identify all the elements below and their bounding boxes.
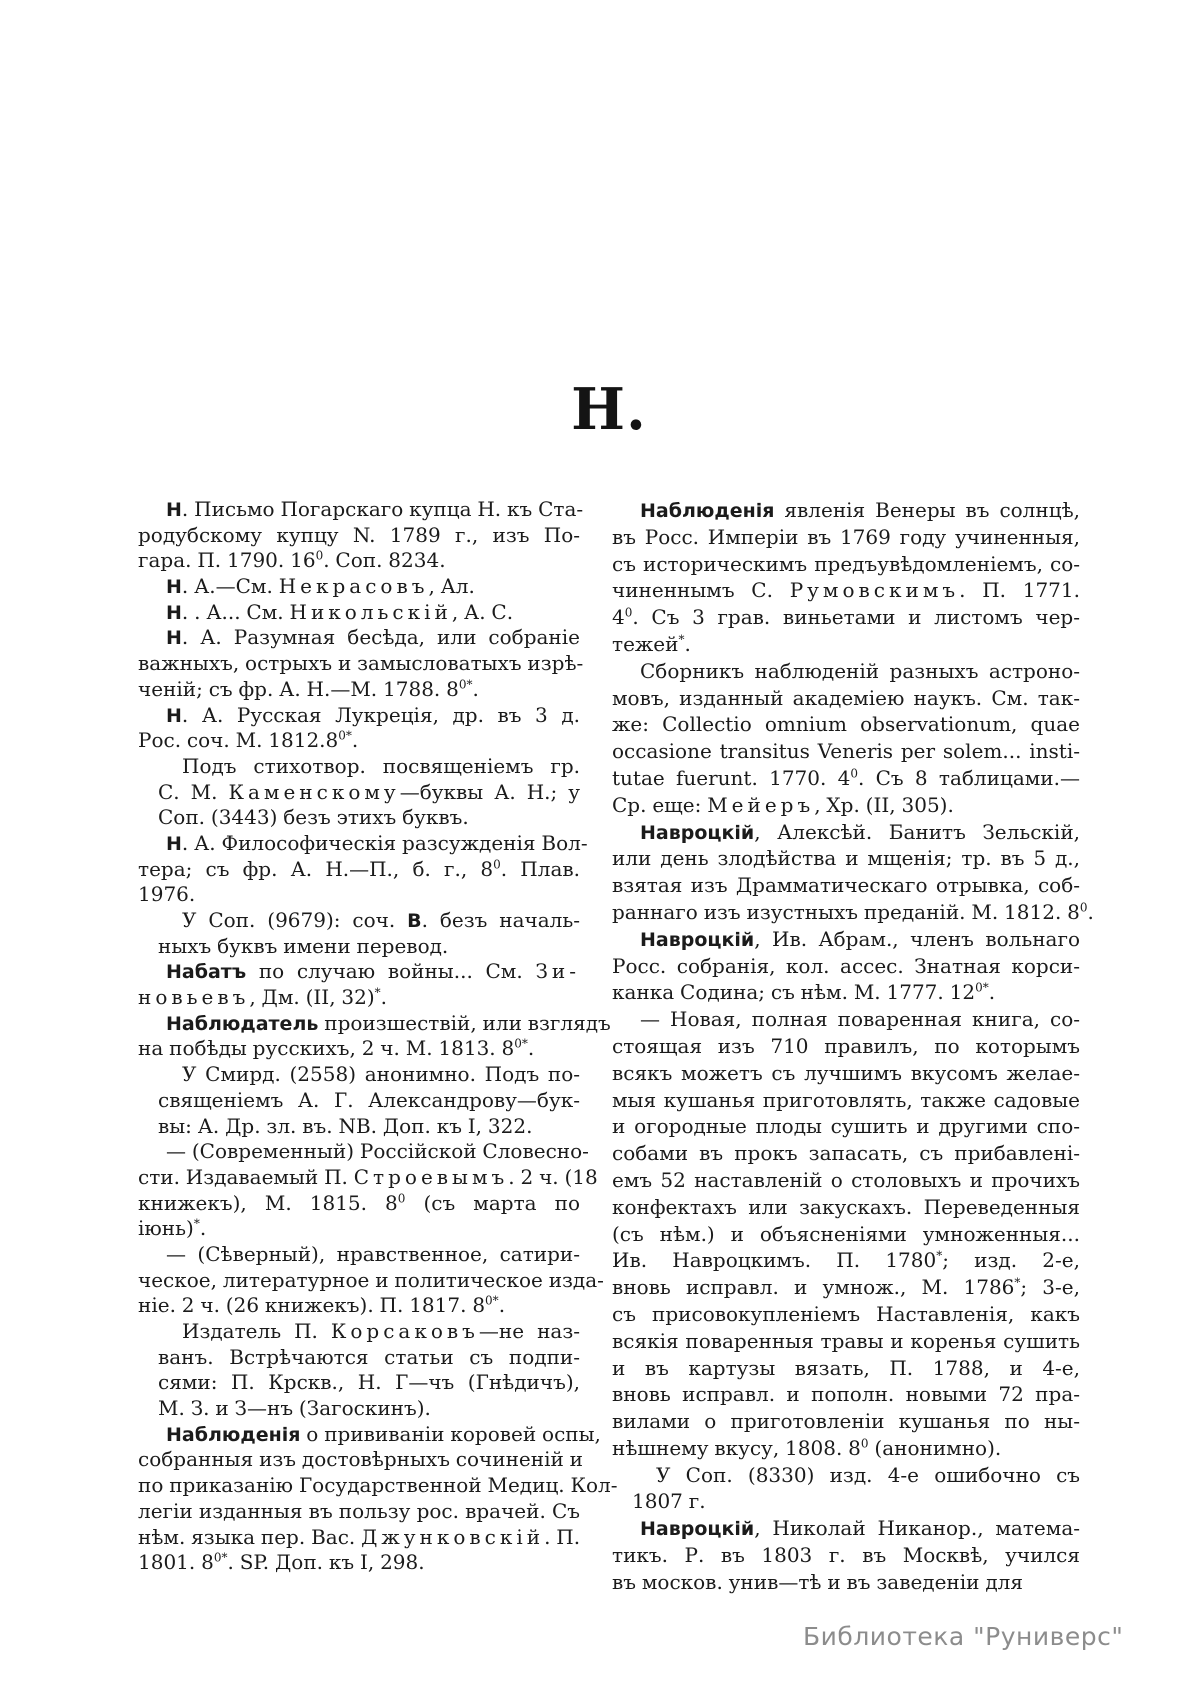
text-line: съ присовокупленіемъ Наставленія, какъ — [612, 1301, 1080, 1326]
text-line: мыя кушанья приготовлять, также садовые — [612, 1087, 1080, 1112]
text-line: собранныя изъ достовѣрныхъ сочиненій и — [138, 1447, 583, 1472]
text-line: Рос. соч. М. $1812.8^{0*}$. — [138, 728, 359, 753]
text-line: Н. А. Разумная бесѣда, или собраніе — [166, 625, 580, 650]
annotation-paragraph — [138, 1319, 580, 1422]
entry-paragraph — [612, 1006, 1080, 1462]
text-line: съ историческимъ предъувѣдомленіемъ, со- — [612, 551, 1080, 576]
annotation-paragraph — [138, 754, 580, 831]
text-line: Н. А.—См. Некрасовъ, Ал. — [166, 574, 475, 599]
text-line: вновь исправл. и умнож., М. 1786*; 3-е, — [612, 1275, 1080, 1300]
entry-paragraph — [138, 574, 580, 600]
text-line: важныхъ, острыхъ и замысловатыхъ изрѣ- — [138, 651, 584, 676]
text-line: раннаго изъ изустныхъ преданій. М. 1812. $8^0$. — [612, 899, 1094, 924]
text-line: (съ нѣм.) и объясненіями умноженныя... — [612, 1221, 1080, 1246]
text-line: М. З. и З—нъ (Загоскинъ). — [158, 1396, 431, 1421]
text-line: 1807 г. — [632, 1489, 706, 1514]
text-line: по приказанію Государственной Медиц. Кол- — [138, 1473, 618, 1498]
text-line: tutae fuerunt. 1770. $4^0$. Съ 8 таблицами.— — [612, 765, 1080, 790]
entry-paragraph — [138, 1010, 611, 1062]
text-line: вновь исправл. и пополн. новыми 72 пра- — [612, 1382, 1080, 1407]
right-column — [612, 497, 1094, 1596]
text-line: С. М. Каменскому—буквы А. Н.; у — [158, 779, 580, 804]
entry-paragraph — [612, 497, 1080, 658]
text-line: 1801. $8^{0*}$. SP. Доп. къ I, 298. — [138, 1550, 425, 1575]
text-line: въ москов. унив—тѣ и въ заведеніи для — [612, 1569, 1023, 1594]
text-line: Наблюдатель произшествій, или взглядъ — [166, 1010, 611, 1035]
text-line: іюнь)*. — [138, 1216, 207, 1241]
entry-paragraph — [138, 497, 584, 574]
entry-paragraph — [612, 926, 1080, 1006]
text-line: ныхъ буквъ имени перевод. — [158, 933, 449, 958]
text-line: Навроцкій, Николай Никанор., матема- — [640, 1516, 1080, 1541]
text-line: Н. А. Философическія разсужденія Вол- — [166, 830, 588, 855]
text-line: Ив. Навроцкимъ. П. 1780*; изд. 2-е, — [612, 1248, 1080, 1273]
text-line: тера; съ фр. А. Н.—П., б. г., $8^0$. Плав. — [138, 856, 580, 881]
text-line: книжекъ), М. 1815. $8^0$ (съ марта по — [138, 1190, 580, 1215]
section-letter-heading: Н. — [571, 376, 647, 443]
text-line: же: Collectio omnium observationum, quae — [612, 712, 1080, 737]
text-line: Навроцкій, Ив. Абрам., членъ вольнаго — [640, 926, 1080, 951]
text-line: 1976. — [138, 882, 196, 907]
text-line: вы: А. Др. зл. въ. NB. Доп. къ I, 322. — [158, 1113, 533, 1138]
text-line: ченій; съ фр. А. Н.—М. 1788. $8^{0*}$. — [138, 676, 479, 701]
text-line: Навроцкій, Алексѣй. Банитъ Зельскій, — [640, 819, 1080, 844]
text-line: емъ 52 наставленій о столовыхъ и прочихъ — [612, 1167, 1080, 1192]
text-line: Набатъ по случаю войны... См. Зи- — [166, 959, 580, 984]
text-line: вилами о приготовленіи кушанья по ны- — [612, 1409, 1080, 1434]
text-line: Соп. (3443) безъ этихъ буквъ. — [158, 805, 469, 830]
text-line: ніе. 2 ч. (26 книжекъ). П. 1817. $8^{0*}$. — [138, 1293, 506, 1318]
text-line: Н. . А... См. Никольскій, А. С. — [166, 599, 514, 624]
annotation-paragraph — [138, 908, 580, 959]
entry-paragraph — [138, 1421, 618, 1576]
text-line: родубскому купцу N. 1789 г., изъ По- — [138, 522, 580, 547]
text-line: $4^0$. Съ 3 грав. виньетами и листомъ чер- — [612, 605, 1080, 630]
text-line: въ Росс. Имперіи въ 1769 году учиненныя, — [612, 524, 1080, 549]
text-line: ческое, литературное и политическое изда- — [138, 1267, 604, 1292]
text-line: и огородные плоды сушить и другими спо- — [612, 1114, 1080, 1139]
annotation-paragraph — [612, 1462, 1080, 1516]
entry-paragraph — [138, 1241, 604, 1319]
text-line: Подъ стихотвор. посвященіемъ гр. — [182, 753, 580, 778]
text-line: конфектахъ или закускахъ. Переведенныя — [612, 1194, 1080, 1219]
text-line: и въ картузы вязать, П. 1788, и 4-е, — [612, 1355, 1080, 1380]
text-line: стоящая изъ 710 правилъ, по которымъ — [612, 1033, 1080, 1058]
text-line: всякія поваренныя травы и коренья сушить — [612, 1328, 1080, 1353]
annotation-paragraph — [138, 1062, 580, 1139]
entry-paragraph — [612, 819, 1094, 926]
text-line: У Смирд. (2558) анонимно. Подъ по- — [182, 1062, 580, 1087]
text-line: Н. А. Русская Лукреція, др. въ 3 д. — [166, 702, 580, 727]
text-line: — (Современный) Россійской Словесно- — [166, 1139, 589, 1164]
text-line: Ср. еще: Мейеръ, Хр. (II, 305). — [612, 792, 954, 817]
text-line: легіи изданныя въ пользу рос. врачей. Съ — [138, 1498, 580, 1523]
text-line: Н. Письмо Погарскаго купца Н. къ Ста- — [166, 497, 584, 521]
left-column — [138, 497, 618, 1576]
entry-paragraph — [138, 625, 584, 702]
text-line: Наблюденія о прививаніи коровей оспы, — [166, 1421, 601, 1446]
text-line: на побѣды русскихъ, 2 ч. М. 1813. $8^{0*}$. — [138, 1036, 535, 1061]
text-line: — (Сѣверный), нравственное, сатири- — [166, 1241, 580, 1266]
text-line: или день злодѣйства и мщенія; тр. въ 5 д., — [612, 846, 1080, 871]
library-watermark: Библиотека "Руниверс" — [803, 1622, 1124, 1651]
text-line: мовъ, изданный академіею наукъ. См. так- — [612, 685, 1080, 710]
text-line: сями: П. Крскв., Н. Г—чъ (Гнѣдичъ), — [158, 1370, 580, 1395]
text-line: тикъ. Р. въ 1803 г. въ Москвѣ, учился — [612, 1543, 1080, 1568]
text-line: Наблюденія явленія Венеры въ солнцѣ, — [640, 498, 1080, 522]
text-line: взятая изъ Драмматическаго отрывка, соб- — [612, 873, 1080, 898]
text-line: сти. Издаваемый П. Строевымъ. 2 ч. (18 — [138, 1164, 598, 1189]
text-line: чиненнымъ С. Румовскимъ. П. 1771. — [612, 578, 1080, 603]
text-line: всякъ можетъ съ лучшимъ вкусомъ желае- — [612, 1060, 1080, 1085]
text-line: occasione transitus Veneris per solem... insti- — [612, 739, 1080, 764]
entry-paragraph — [612, 1515, 1080, 1595]
entry-paragraph — [138, 959, 580, 1010]
text-line: У Соп. (8330) изд. 4-е ошибочно съ — [656, 1462, 1080, 1487]
entry-paragraph — [138, 703, 580, 754]
text-line: священіемъ А. Г. Александрову—бук- — [158, 1087, 580, 1112]
text-line: Росс. собранія, кол. ассес. Знатная корси- — [612, 953, 1080, 978]
text-line: Сборникъ наблюденій разныхъ астроно- — [640, 658, 1080, 683]
entry-paragraph — [612, 658, 1080, 819]
entry-paragraph — [138, 1139, 598, 1242]
text-line: — Новая, полная поваренная книга, со- — [640, 1007, 1080, 1032]
text-line: ванъ. Встрѣчаются статьи съ подпи- — [158, 1344, 580, 1369]
text-line: нѣшнему вкусу, 1808. $8^0$ (анонимно). — [612, 1435, 1002, 1460]
entry-paragraph — [138, 830, 588, 908]
text-line: собами въ прокъ запасать, съ прибавлені- — [612, 1141, 1080, 1166]
text-line: нѣм. языка пер. Вас. Джунковскій. П. — [138, 1524, 581, 1549]
entry-paragraph — [138, 600, 580, 626]
text-line: У Соп. (9679): соч. В. безъ началь- — [182, 908, 580, 932]
text-line: тежей*. — [612, 631, 691, 656]
text-line: новьевъ, Дм. (II, 32)*. — [138, 985, 388, 1010]
text-line: гара. П. 1790. $16^0$. Соп. 8234. — [138, 548, 446, 573]
text-line: Издатель П. Корсаковъ—не наз- — [182, 1319, 580, 1343]
text-line: канка Содина; съ нѣм. М. 1777. $12^{0*}$. — [612, 980, 996, 1005]
